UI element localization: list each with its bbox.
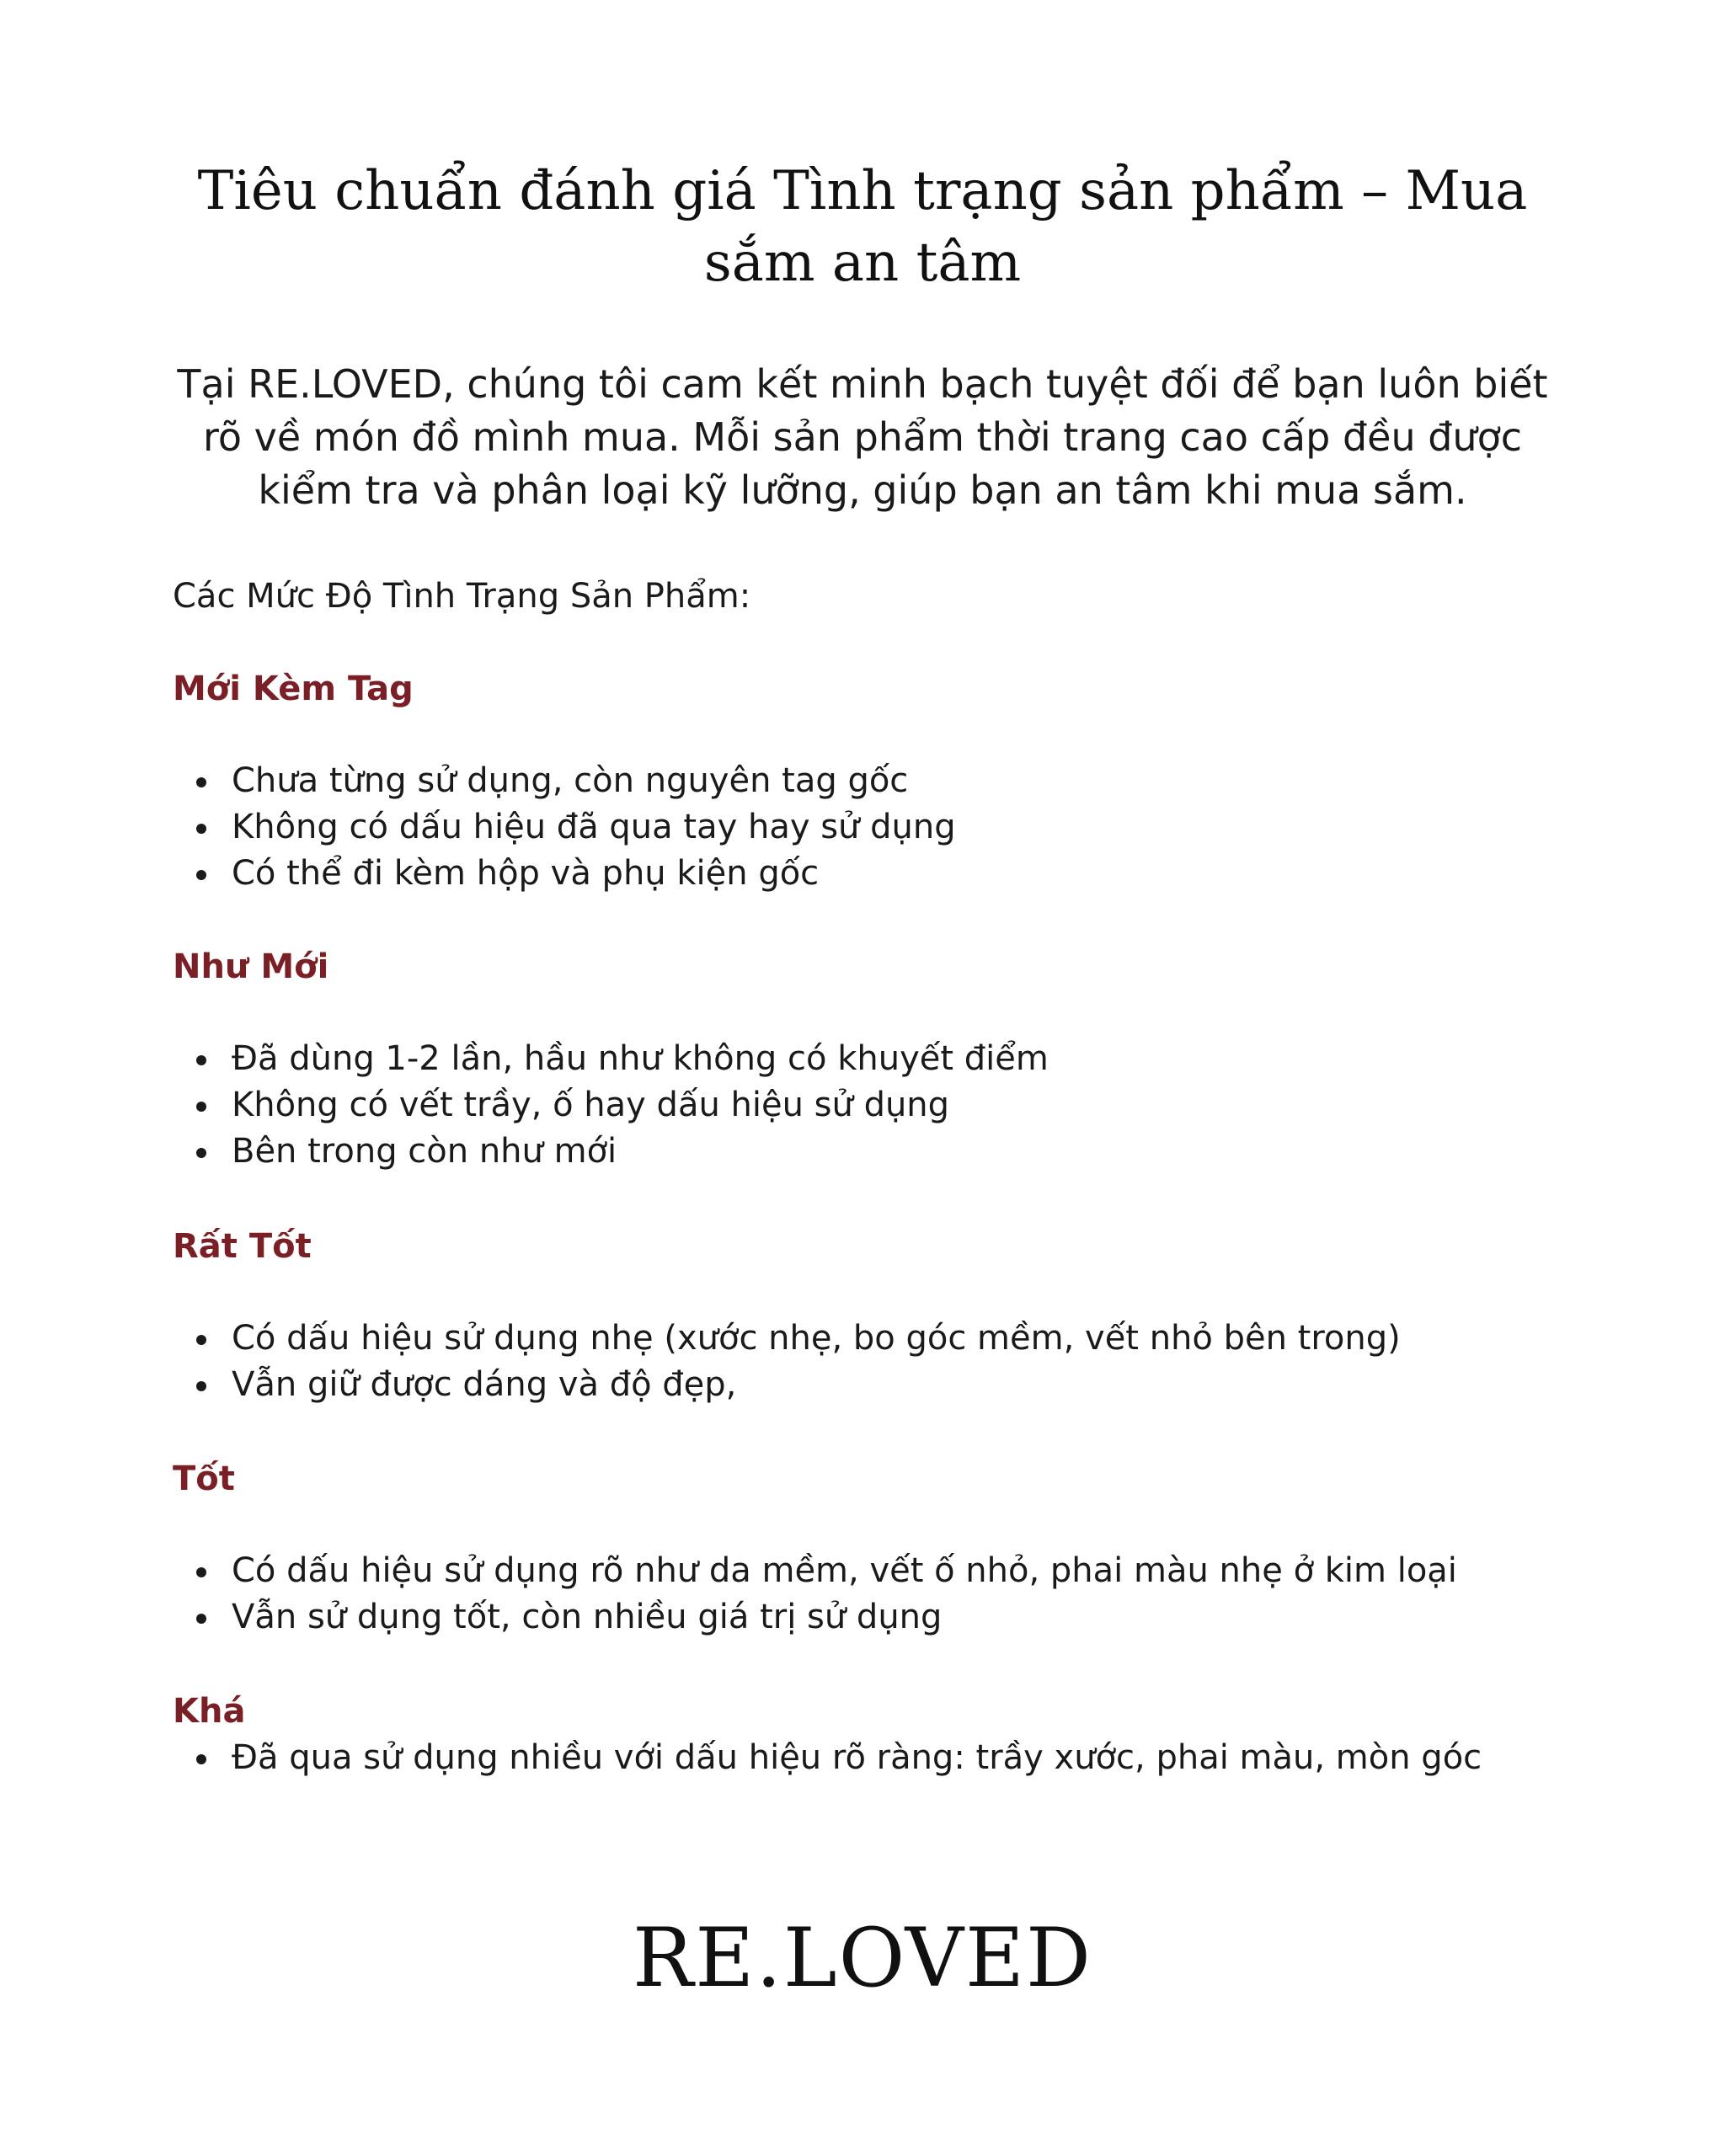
list-item: Có dấu hiệu sử dụng rõ như da mềm, vết ố nhỏ, phai màu nhẹ ở kim loại <box>173 1548 1605 1594</box>
list-item: Có dấu hiệu sử dụng nhẹ (xước nhẹ, bo góc mềm, vết nhỏ bên trong) <box>173 1315 1605 1362</box>
list-item: Bên trong còn như mới <box>173 1129 1605 1175</box>
list-item: Có thể đi kèm hộp và phụ kiện gốc <box>173 851 1605 897</box>
list-item: Vẫn giữ được dáng và độ đẹp, <box>173 1362 1605 1408</box>
page-title: Tiêu chuẩn đánh giá Tình trạng sản phẩm – Mua sắm an tâm <box>197 160 1528 294</box>
section-good <box>173 1455 1605 1641</box>
bullet-list <box>173 1036 1605 1175</box>
bullet-list <box>173 758 1605 897</box>
section-title: Mới Kèm Tag <box>173 670 414 708</box>
bullet-list <box>173 1548 1605 1641</box>
bullet-list <box>173 1315 1605 1408</box>
list-item: Vẫn sử dụng tốt, còn nhiều giá trị sử dụng <box>173 1594 1605 1641</box>
list-item: Không có vết trầy, ố hay dấu hiệu sử dụng <box>173 1082 1605 1129</box>
list-item: Không có dấu hiệu đã qua tay hay sử dụng <box>173 804 1605 851</box>
levels-heading: Các Mức Độ Tình Trạng Sản Phẩm: <box>173 577 751 616</box>
section-title: Khá <box>173 1692 246 1731</box>
list-item: Đã qua sử dụng nhiều với dấu hiệu rõ ràng: trầy xước, phai màu, mòn góc <box>173 1735 1605 1781</box>
list-item: Đã dùng 1-2 lần, hầu như không có khuyết điểm <box>173 1036 1605 1082</box>
bullet-list <box>173 1735 1605 1781</box>
list-item: Chưa từng sử dụng, còn nguyên tag gốc <box>173 758 1605 804</box>
section-fair <box>173 1688 1605 1781</box>
section-title: Tốt <box>173 1460 235 1498</box>
section-like-new <box>173 943 1605 1175</box>
section-new-with-tag <box>173 665 1605 897</box>
section-title: Như Mới <box>173 947 329 986</box>
intro-paragraph: Tại RE.LOVED, chúng tôi cam kết minh bạch tuyệt đối để bạn luôn biết rõ về món đồ mình mua. Mỗi sản phẩm thời trang cao cấp đều được kiểm tra và phân loại kỹ lưỡng, giúp bạn an tâm khi mua sắm. <box>177 361 1548 513</box>
section-very-good <box>173 1223 1605 1408</box>
brand-logo: RE.LOVED <box>632 1911 1092 2005</box>
section-title: Rất Tốt <box>173 1227 312 1266</box>
